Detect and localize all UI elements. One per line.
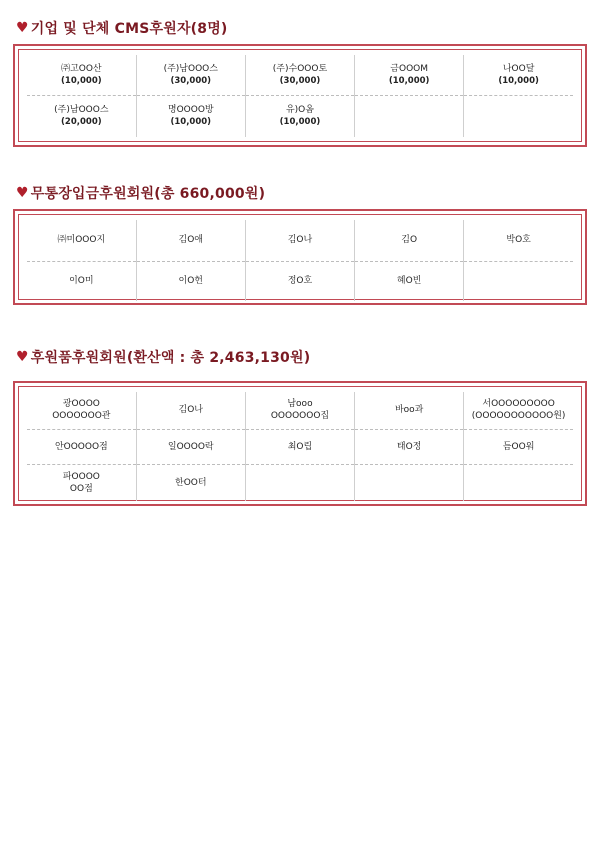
table-row: [27, 392, 573, 429]
donor-cell: 정O호: [245, 261, 354, 301]
donor-cell: 김O나: [136, 392, 245, 429]
donor-cell: ㈜미OOO지: [57, 235, 106, 246]
heart-icon: ♥: [16, 349, 29, 365]
table-row: [27, 429, 573, 464]
donor-cell: (주)남OOO스 (30,000): [136, 55, 245, 95]
donor-cell: 바oo과: [355, 392, 464, 429]
cms-donor-table: [27, 55, 573, 137]
heart-icon: ♥: [16, 185, 29, 201]
donor-cell: 남ooo OOOOOOO집: [245, 392, 354, 429]
donor-cell: 태O정: [355, 429, 464, 464]
in-kind-table: [27, 392, 573, 501]
donor-cell: 듬OO워: [464, 429, 573, 464]
donor-cell: [355, 464, 464, 501]
donor-cell: 이O미: [27, 261, 136, 301]
donor-cell: 파OOOO OO점: [27, 464, 136, 501]
donor-cell: 안OOOOO점: [27, 429, 136, 464]
donor-cell: 일OOOO락: [136, 429, 245, 464]
donor-cell: (주)남OOO스 (20,000): [27, 95, 136, 137]
section-title-in-kind: [16, 347, 310, 367]
bank-transfer-table: [27, 220, 573, 301]
bank-transfer-box: [13, 209, 587, 305]
section-title-bank-transfer: [16, 183, 265, 203]
cms-donor-box: [13, 44, 587, 147]
donor-cell: 박O호: [464, 220, 573, 261]
heart-icon: ♥: [16, 20, 29, 36]
donor-cell: ㈜고OO산 (10,000): [61, 63, 102, 86]
donor-cell: [464, 261, 573, 301]
donor-cell: [355, 95, 464, 137]
in-kind-box: [13, 381, 587, 506]
donor-cell: [464, 95, 573, 137]
donor-cell: 김O: [355, 220, 464, 261]
table-row: [27, 55, 573, 95]
donor-cell: 명OOOO방 (10,000): [136, 95, 245, 137]
donor-cell: [245, 464, 354, 501]
donor-cell: 광OOOO OOOOOOO관: [52, 399, 111, 422]
donor-cell: 한OO터: [136, 464, 245, 501]
section-title-cms: [16, 18, 228, 38]
donor-cell: 이O헌: [136, 261, 245, 301]
donor-cell: 유)O옴 (10,000): [245, 95, 354, 137]
donor-cell: 김O나: [245, 220, 354, 261]
donor-cell: 김O애: [136, 220, 245, 261]
table-row: [27, 220, 573, 261]
donor-cell: 최O립: [245, 429, 354, 464]
section-title-text: 무통장입금후원회원(총 660,000원): [30, 186, 266, 202]
donor-cell: [464, 464, 573, 501]
donor-cell: 혜O빈: [355, 261, 464, 301]
donor-cell: (주)수OOO토 (30,000): [245, 55, 354, 95]
section-title-text: 기업 및 단체 CMS후원자(8명): [30, 21, 228, 37]
section-title-text: 후원품후원회원(환산액 : 총 2,463,130원): [30, 350, 311, 366]
donor-cell: 나OO달 (10,000): [464, 55, 573, 95]
donor-cell: 금OOOM (10,000): [355, 55, 464, 95]
table-row: [27, 95, 573, 137]
donor-cell: 서OOOOOOOOO (OOOOOOOOOOO원): [464, 392, 573, 429]
table-row: [27, 261, 573, 301]
table-row: [27, 464, 573, 501]
